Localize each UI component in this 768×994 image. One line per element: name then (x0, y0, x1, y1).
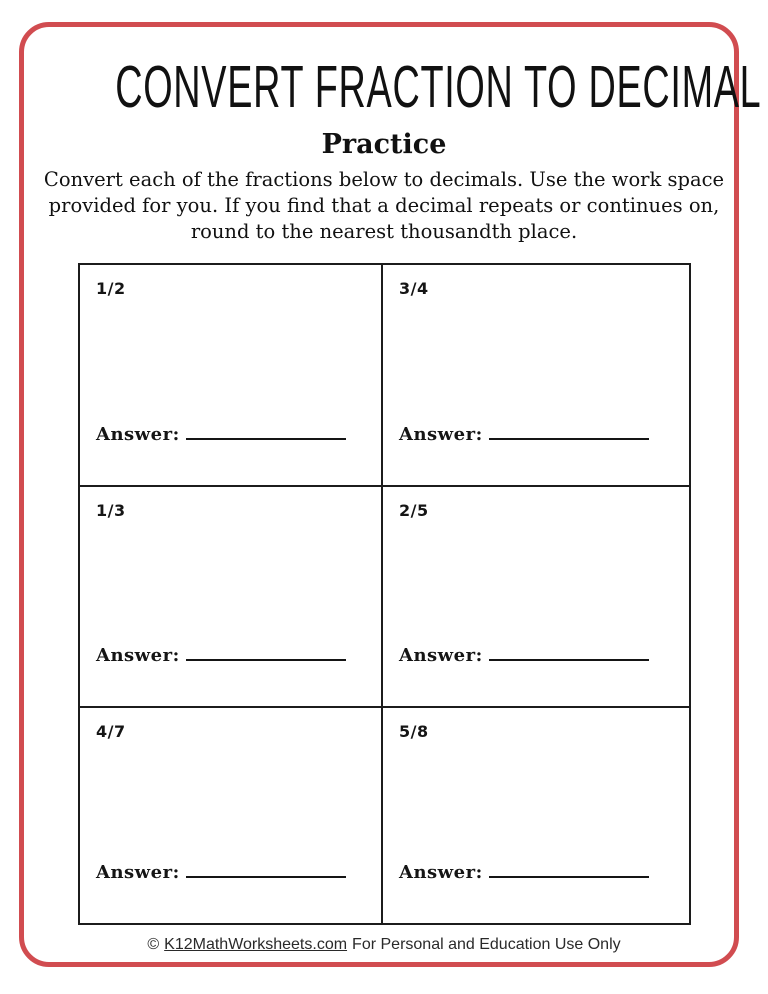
answer-label: Answer: (399, 424, 483, 445)
fraction-label: 2/5 (399, 501, 429, 520)
problem-cell-3 (80, 487, 383, 708)
fraction-label: 4/7 (96, 722, 126, 741)
answer-label: Answer: (399, 645, 483, 666)
answer-label: Answer: (96, 862, 180, 883)
answer-label: Answer: (96, 645, 180, 666)
problem-cell-2 (383, 265, 689, 487)
answer-row (96, 862, 346, 883)
problem-cell-4 (383, 487, 689, 708)
answer-blank[interactable] (186, 864, 346, 878)
problems-grid (78, 263, 691, 925)
fraction-label: 3/4 (399, 279, 429, 298)
answer-blank[interactable] (186, 426, 346, 440)
copyright-symbol: © (147, 936, 160, 953)
problem-cell-6 (383, 708, 689, 923)
instructions-line: Convert each of the fractions below to decimals. Use the work space (43, 168, 725, 191)
answer-row (399, 862, 649, 883)
answer-label: Answer: (96, 424, 180, 445)
answer-row (96, 424, 346, 445)
footer-link[interactable]: K12MathWorksheets.com (164, 936, 348, 953)
footer (0, 936, 768, 954)
problem-cell-5 (80, 708, 383, 923)
worksheet-subtitle: Practice (321, 129, 447, 160)
answer-blank[interactable] (186, 647, 346, 661)
answer-row (96, 645, 346, 666)
instructions (0, 167, 768, 245)
answer-blank[interactable] (489, 426, 649, 440)
answer-blank[interactable] (489, 864, 649, 878)
answer-blank[interactable] (489, 647, 649, 661)
answer-row (399, 645, 649, 666)
answer-label: Answer: (399, 862, 483, 883)
problem-cell-1 (80, 265, 383, 487)
fraction-label: 1/3 (96, 501, 126, 520)
footer-usage-text: For Personal and Education Use Only (352, 936, 621, 953)
fraction-label: 5/8 (399, 722, 429, 741)
worksheet-title: CONVERT FRACTION TO DECIMAL (115, 54, 762, 121)
instructions-line: round to the nearest thousandth place. (190, 220, 578, 243)
answer-row (399, 424, 649, 445)
instructions-line: provided for you. If you find that a decimal repeats or continues on, (48, 194, 720, 217)
fraction-label: 1/2 (96, 279, 126, 298)
